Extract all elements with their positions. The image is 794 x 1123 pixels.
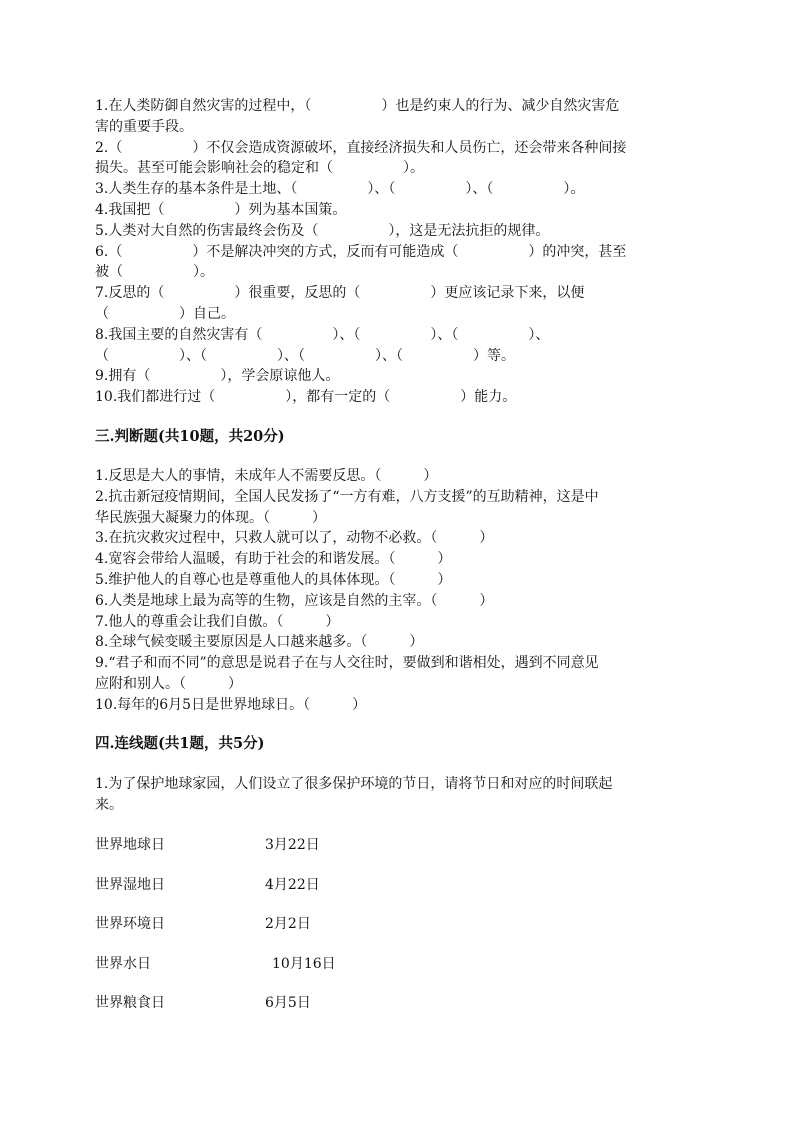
matching-row <box>95 913 700 953</box>
question-line: 5.人类对大自然的伤害最终会伤及（ ），这是无法抗拒的规律。 <box>95 222 550 239</box>
question-line: 9.拥有（ ），学会原谅他人。 <box>95 368 340 385</box>
matching-row <box>95 874 700 914</box>
question-line: 华民族强大凝聚力的体现。（ ） <box>95 509 326 526</box>
question-line: 7.反思的（ ）很重要，反思的（ ）更应该记录下来，以便 <box>95 285 585 302</box>
festival-name: 世界水日 <box>95 955 151 972</box>
question-line: 4.我国把（ ）列为基本国策。 <box>95 201 347 218</box>
true-false-question <box>95 549 700 570</box>
festival-date: 3月22日 <box>265 837 320 853</box>
fill-blank-question <box>95 325 700 367</box>
fill-blank-question <box>95 96 700 138</box>
question-line: 3.在抗灾救灾过程中，只救人就可以了，动物不必救。（ ） <box>95 530 494 547</box>
fill-blank-question <box>95 242 700 284</box>
festival-name: 世界湿地日 <box>95 876 165 893</box>
question-line: 损失。甚至可能会影响社会的稳定和（ ）。 <box>95 160 424 177</box>
question-line: 5.维护他人的自尊心也是尊重他人的具体体现。（ ） <box>95 571 452 588</box>
question-line: 1.为了保护地球家园，人们设立了很多保护环境的节日，请将节日和对应的时间联起 <box>95 776 613 792</box>
matching-row <box>95 953 700 993</box>
question-line: 来。 <box>95 796 123 813</box>
fill-blank-question <box>95 221 700 242</box>
fill-blank-question <box>95 200 700 221</box>
section-heading: 四.连线题(共1题，共5分) <box>95 735 265 752</box>
question-line: 害的重要手段。 <box>95 118 193 135</box>
question-line: （ ）、（ ）、（ ）、（ ）等。 <box>95 347 515 364</box>
festival-date: 10月16日 <box>272 955 336 972</box>
festival-date: 6月5日 <box>265 995 311 1011</box>
fill-blank-question <box>95 366 700 387</box>
true-false-question <box>95 591 700 612</box>
question-line: 被（ ）。 <box>95 264 214 281</box>
question-line: 9.“君子和而不同”的意思是说君子在与人交往时，要做到和谐相处，遇到不同意见 <box>95 655 599 672</box>
question-line: 10.我们都进行过（ ），都有一定的（ ）能力。 <box>95 389 517 406</box>
question-line: 6.人类是地球上最为高等的生物，应该是自然的主宰。（ ） <box>95 592 494 609</box>
fill-blank-question <box>95 179 700 200</box>
matching-row <box>95 834 700 874</box>
question-line: 4.宽容会带给人温暖，有助于社会的和谐发展。（ ） <box>95 551 452 568</box>
question-line: 2.（ ）不仅会造成资源破坏，直接经济损失和人员伤亡，还会带来各种间接 <box>95 139 627 156</box>
fill-blank-question <box>95 387 700 408</box>
question-line: 应附和别人。（ ） <box>95 675 242 692</box>
question-line: 6.（ ）不是解决冲突的方式，反而有可能造成（ ）的冲突，甚至 <box>95 243 627 260</box>
question-line: 1.在人类防御自然灾害的过程中，（ ）也是约束人的行为、减少自然灾害危 <box>95 98 620 114</box>
true-false-list <box>95 466 700 716</box>
true-false-question <box>95 695 700 716</box>
matching-question <box>95 774 700 816</box>
matching-table <box>95 834 700 1032</box>
question-line: 2.抗击新冠疫情期间，全国人民发扬了“一方有难，八方支援”的互助精神，这是中 <box>95 488 599 505</box>
question-line: 3.人类生存的基本条件是土地、（ ）、（ ）、（ ）。 <box>95 181 585 198</box>
true-false-question <box>95 570 700 591</box>
question-line: 8.我国主要的自然灾害有（ ）、（ ）、（ ）、 <box>95 326 550 343</box>
question-line: 1.反思是大人的事情，未成年人不需要反思。（ ） <box>95 468 438 484</box>
festival-date: 2月2日 <box>265 916 311 932</box>
matching-row <box>95 992 700 1032</box>
true-false-question <box>95 632 700 653</box>
true-false-question <box>95 528 700 549</box>
true-false-question <box>95 487 700 529</box>
festival-name: 世界粮食日 <box>95 995 165 1011</box>
question-line: （ ）自己。 <box>95 305 235 322</box>
question-line: 7.他人的尊重会让我们自傲。（ ） <box>95 613 340 630</box>
true-false-question <box>95 466 700 487</box>
fill-blank-question <box>95 138 700 180</box>
fill-blank-section <box>95 96 700 408</box>
festival-date: 4月22日 <box>265 876 320 893</box>
festival-name: 世界环境日 <box>95 916 165 932</box>
true-false-question <box>95 653 700 695</box>
matching-section <box>95 733 700 755</box>
question-line: 10.每年的6月5日是世界地球日。（ ） <box>95 696 367 713</box>
section-heading: 三.判断题(共10题，共20分) <box>95 428 285 445</box>
true-false-question <box>95 612 700 633</box>
fill-blank-question <box>95 283 700 325</box>
festival-name: 世界地球日 <box>95 837 165 853</box>
true-false-section <box>95 426 700 448</box>
question-line: 8.全球气候变暖主要原因是人口越来越多。（ ） <box>95 634 424 651</box>
